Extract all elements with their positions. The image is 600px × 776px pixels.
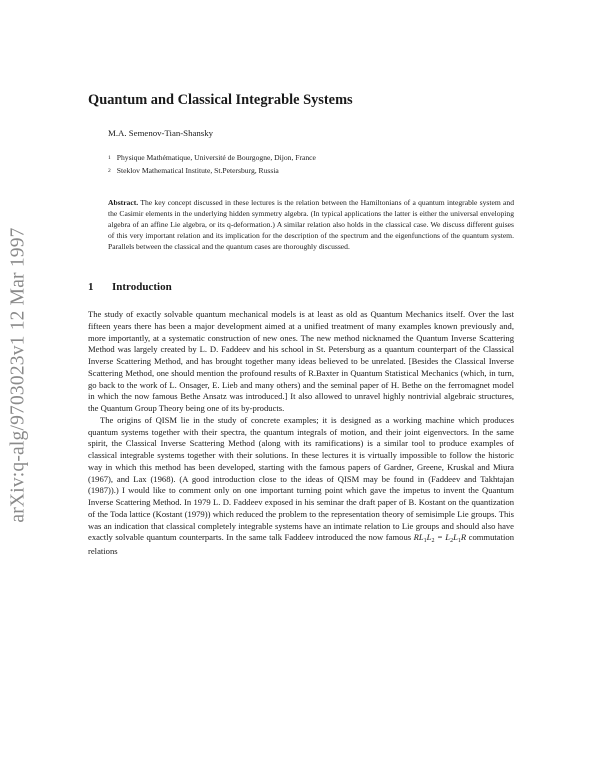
arxiv-identifier-text: arXiv:q-alg/9703023v1 12 Mar 1997 [8,227,30,523]
paragraph-2-tail: commutation relations [88,532,514,556]
section-body [88,309,514,558]
affiliation-2 [108,166,279,175]
paragraph-2 [88,415,514,558]
rll-relation-formula: $RL_1L_2 = L_2L_1R$ [413,532,467,545]
affiliation-2-text: Steklov Mathematical Institute, St.Petersburg, Russia [116,166,279,175]
affiliation-1-text: Physique Mathématique, Université de Bourgogne, Dijon, France [116,153,316,162]
paper-title: Quantum and Classical Integrable Systems [88,92,353,108]
author-name: M.A. Semenov-Tian-Shansky [108,128,213,138]
section-number: 1 [88,281,94,293]
affiliation-2-mark: 2 [108,168,111,174]
paragraph-2-text: The origins of QISM lie in the study of concrete examples; it is designed as a working machine which produces quantum systems together with their spectra, the quantum integrals of motion, and their joint eigenvectors. In the same spirit, the Classical Inverse Scattering Method (along with its ramifications) is a similar tool to produce examples of classical integrable systems together with their solutions. In these lectures it is virtually impossible to follow the historic way in which this method has been developed, starting with the famous papers of Gardner, Greene, Kruskal and Miura (1967), and Lax (1968). (A good introduction close to the ideas of QISM may be found in (Faddeev and Takhtajan (1987)).) I would like to comment only on one important turning point which gave the impetus to invent the Quantum Inverse Scattering Method. In 1979 L. D. Faddeev exposed in his seminar the draft paper of B. Kostant on the quantization of the Toda lattice (Kostant (1979)) which reduced the problem to the representation theory of semisimple Lie groups. This was an indication that classical completely integrable systems have an intimate relation to Lie groups and should also have exactly solvable quantum counterparts. In the same talk Faddeev introduced the now famous [88,414,514,543]
abstract [108,198,514,253]
section-title: Introduction [112,281,172,293]
affiliation-1 [108,153,316,162]
abstract-text: The key concept discussed in these lectures is the relation between the Hamiltonians of a quantum integrable system and the Casimir elements in the underlying hidden symmetry algebra. (In typical applications the latter is either the universal enveloping algebra of an affine Lie algebra, or its q-deformation.) A similar relation also holds in the classical case. We discuss different guises of this very important relation and its implication for the description of the spectrum and the eigenfunctions of the quantum system. Parallels between the classical and the quantum cases are thoroughly discussed. [108,198,515,251]
abstract-label: Abstract. [108,198,139,207]
section-heading [88,281,172,293]
arxiv-identifier-stamp [4,210,34,540]
paragraph-1: The study of exactly solvable quantum mechanical models is at least as old as Quantum Mechanics itself. Over the last fifteen years there has been a major development aimed at a unified treatment of many examples known previously and, more importantly, at a systematic construction of new ones. The new method nicknamed the Quantum Inverse Scattering Method was largely created by L. D. Faddeev and his school in St. Petersburg as a quantum counterpart of the Classical Inverse Scattering Method, and has brought together many ideas believed to be unrelated. [Besides the Classical Inverse Scattering Method, one should mention the profound results of R.Baxter in Quantum Statistical Mechanics (which, in turn, go back to the work of L. Onsager, E. Lieb and many others) and the seminal paper of H. Bethe on the ferromagnet model in which the now famous Bethe Ansatz was introduced.] It also allowed to unravel highly nontrivial algebraic structures, the Quantum Group Theory being one of its by-products. [88,309,514,413]
affiliation-1-mark: 1 [108,155,111,161]
